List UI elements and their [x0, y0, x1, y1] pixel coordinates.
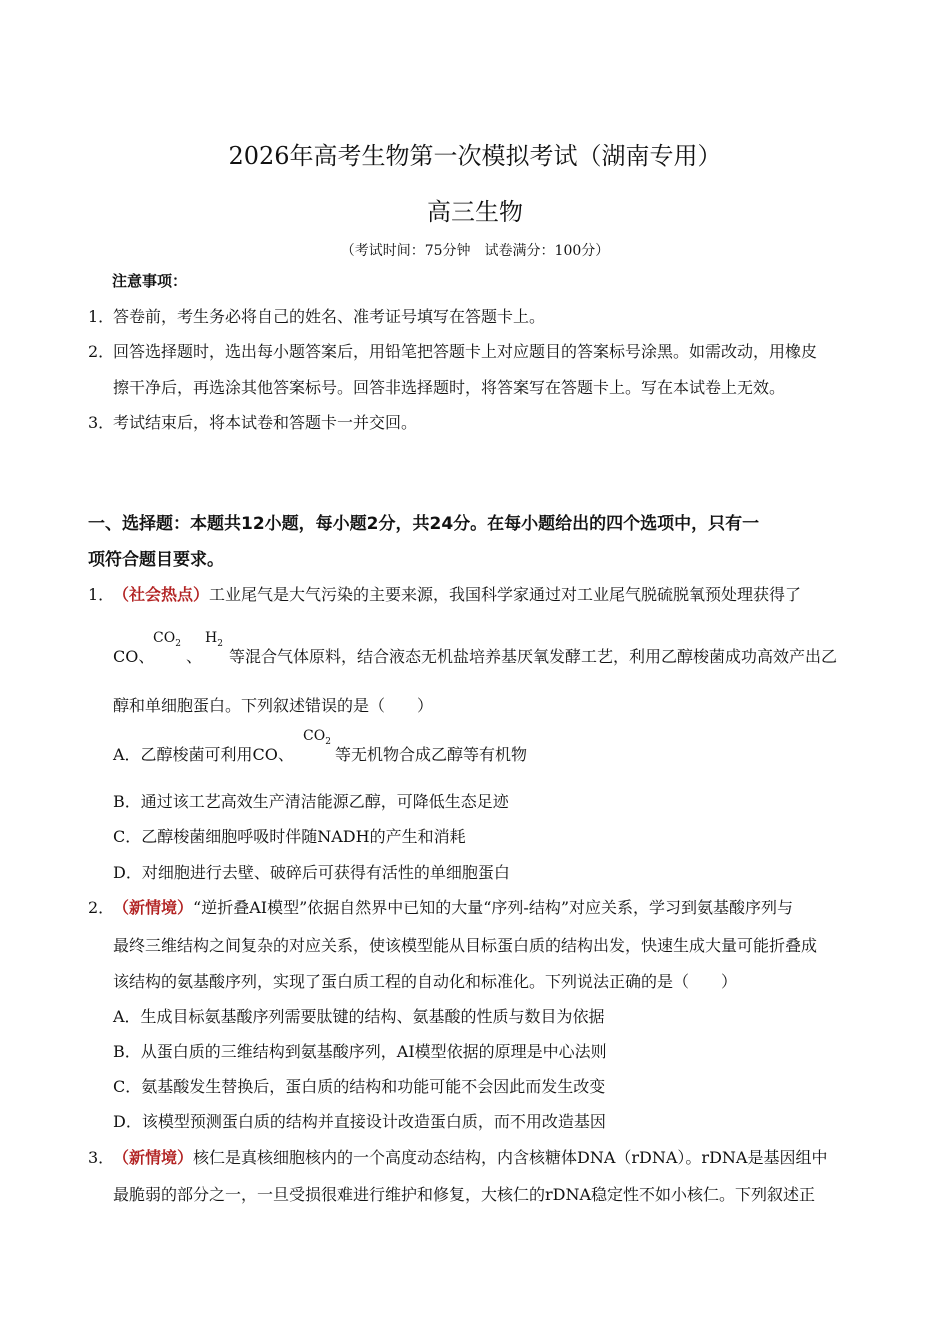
question-stem	[113, 895, 793, 918]
notice-num-3: 3．	[88, 413, 115, 432]
option-a: A．乙醇梭菌可利用CO、	[113, 745, 294, 764]
question-stem	[113, 582, 801, 605]
exam-info: （考试时间：75分钟 试卷满分：100分）	[340, 243, 610, 259]
section-heading: 一、选择题：本题共12小题，每小题2分，共24分。在每小题给出的四个选项中，只有一	[88, 514, 760, 534]
option-d: D．对细胞进行去壁、破碎后可获得有活性的单细胞蛋白	[113, 863, 510, 882]
section-heading-cont: 项符合题目要求。	[88, 550, 224, 570]
option-a-text: 等无机物合成乙醇等有机物	[335, 745, 528, 764]
separator: 、	[186, 647, 203, 666]
question-number: 3．	[88, 1148, 115, 1167]
question-number: 1．	[88, 585, 115, 604]
question-text: “逆折叠AI模型”依据自然界中已知的大量“序列-结构”对应关系，学习到氨基酸序列与	[193, 898, 794, 917]
formula-co2: $CO_2$	[153, 630, 181, 649]
question-text: 工业尾气是大气污染的主要来源，我国科学家通过对工业尾气脱硫脱氧预处理获得了	[209, 585, 802, 604]
question-number: 2．	[88, 898, 115, 917]
option-a: A．生成目标氨基酸序列需要肽键的结构、氨基酸的性质与数目为依据	[113, 1007, 605, 1026]
option-c: C．乙醇梭菌细胞呼吸时伴随NADH的产生和消耗	[113, 827, 466, 846]
notice-text-3: 考试结束后，将本试卷和答题卡一并交回。	[113, 413, 418, 432]
question-tag: （新情境）	[113, 1148, 194, 1167]
question-tag: （新情境）	[113, 898, 194, 917]
option-b: B．通过该工艺高效生产清洁能源乙醇，可降低生态足迹	[113, 792, 509, 811]
notice-text-2a: 回答选择题时，选出每小题答案后，用铅笔把答题卡上对应题目的答案标号涂黑。如需改动，用橡皮	[113, 342, 818, 361]
question-text: 最终三维结构之间复杂的对应关系，使该模型能从目标蛋白质的结构出发，快速生成大量可能折叠成	[113, 936, 818, 955]
page-subtitle: 高三生物	[427, 198, 523, 226]
question-stem	[113, 1145, 827, 1168]
formula-co2: $CO_2$	[303, 728, 331, 747]
page-title: 2026年高考生物第一次模拟考试（湖南专用）	[228, 142, 722, 170]
notice-text-1: 答卷前，考生务必将自己的姓名、准考证号填写在答题卡上。	[113, 307, 546, 326]
question-text: 核仁是真核细胞核内的一个高度动态结构，内含核糖体DNA（rDNA）。rDNA是基因组中	[193, 1148, 828, 1167]
question-text: 最脆弱的部分之一，一旦受损很难进行维护和修复，大核仁的rDNA稳定性不如小核仁。下列叙述正	[113, 1185, 816, 1204]
question-text: 醇和单细胞蛋白。下列叙述错误的是（ ）	[113, 696, 434, 715]
option-c: C．氨基酸发生替换后，蛋白质的结构和功能可能不会因此而发生改变	[113, 1077, 606, 1096]
option-b: B．从蛋白质的三维结构到氨基酸序列，AI模型依据的原理是中心法则	[113, 1042, 607, 1061]
question-text: 该结构的氨基酸序列，实现了蛋白质工程的自动化和标准化。下列说法正确的是（ ）	[113, 972, 738, 991]
option-d: D．该模型预测蛋白质的结构并直接设计改造蛋白质，而不用改造基因	[113, 1112, 606, 1131]
notice-num-2: 2．	[88, 342, 115, 361]
question-text: CO、	[113, 647, 155, 666]
question-tag: （社会热点）	[113, 585, 210, 604]
question-text: 等混合气体原料，结合液态无机盐培养基厌氧发酵工艺，利用乙醇梭菌成功高效产出乙	[229, 647, 838, 666]
notice-heading: 注意事项：	[112, 272, 188, 290]
formula-h2: $H_2$	[205, 630, 223, 649]
notice-text-2b: 擦干净后，再选涂其他答案标号。回答非选择题时，将答案写在答题卡上。写在本试卷上无效。	[113, 378, 786, 397]
notice-num-1: 1．	[88, 307, 115, 326]
